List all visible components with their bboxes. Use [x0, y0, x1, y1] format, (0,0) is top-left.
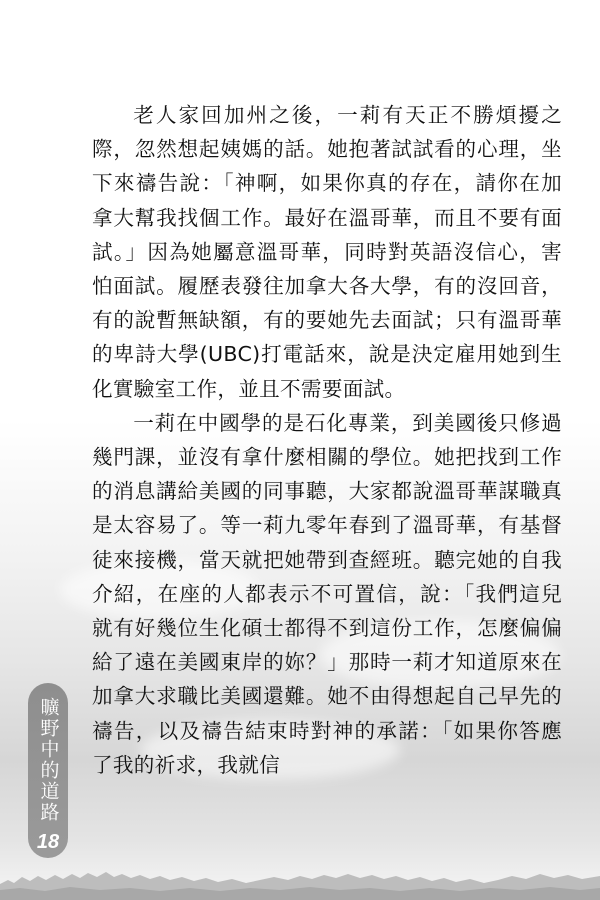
side-tab — [28, 683, 68, 858]
treeline-decoration — [0, 850, 600, 900]
body-text — [92, 98, 562, 782]
book-title: 曠野中的道路 — [37, 697, 60, 823]
paragraph: 老人家回加州之後，一莉有天正不勝煩擾之際，忽然想起姨媽的話。她抱著試試看的心理，坐下來禱告說：「神啊，如果你真的存在，請你在加拿大幫我找個工作。最好在溫哥華，而且不要有面試。」因為她屬意溫哥華，同時對英語沒信心，害怕面試。履歷表發往加拿大各大學，有的沒回音，有的說暫無缺額，有的要她先去面試；只有溫哥華的卑詩大學(UBC)打電話來，說是決定雇用她到生化實驗室工作，並且不需要面試。 — [92, 103, 562, 401]
paragraph: 一莉在中國學的是石化專業，到美國後只修過幾門課，並沒有拿什麼相關的學位。她把找到工作的消息講給美國的同事聽，大家都說溫哥華謀職真是太容易了。等一莉九零年春到了溫哥華，有基督徒來接機，當天就把她帶到查經班。聽完她的自我介紹，在座的人都表示不可置信，說：「我們這兒就有好幾位生化碩士都得不到這份工作，怎麼偏偏給了遠在美國東岸的妳？」那時一莉才知道原來在加拿大求職比美國還難。她不由得想起自己早先的禱告，以及禱告結束時對神的承諾：「如果你答應了我的祈求，我就信 — [92, 410, 562, 777]
page-number: 18 — [36, 831, 60, 853]
